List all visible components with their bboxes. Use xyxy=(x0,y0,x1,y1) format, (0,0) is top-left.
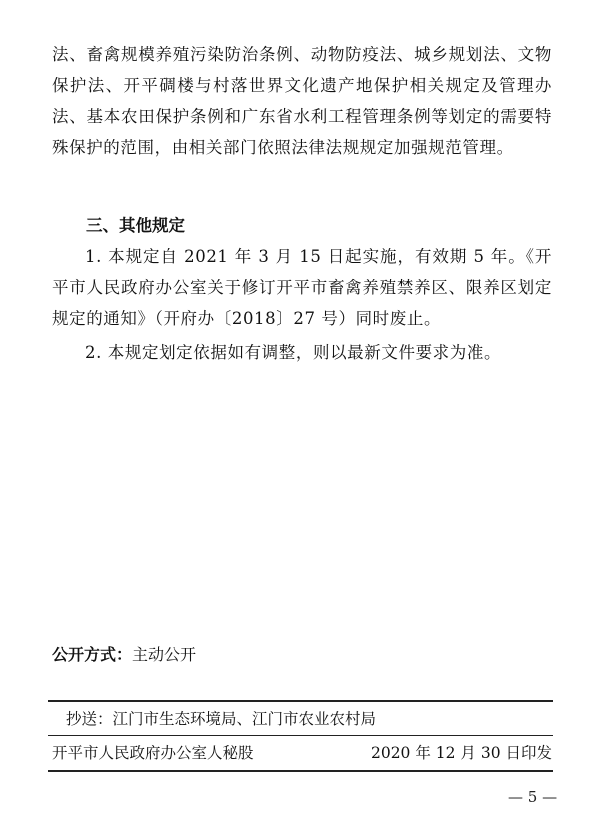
disclosure-method xyxy=(52,641,196,669)
provision-item-2: 2. 本规定划定依据如有调整，则以最新文件要求为准。 xyxy=(85,343,502,362)
disclosure-label: 公开方式： xyxy=(52,645,133,664)
issue-date: 2020 年 12 月 30 日印发 xyxy=(370,744,552,762)
body-paragraph-continuation: 法、畜禽规模养殖污染防治条例、动物防疫法、城乡规划法、文物保护法、开平碉楼与村落世界文化遗产地保护相关规定及管理办法、基本农田保护条例和广东省水利工程管理条例等划定的需要特殊保护的范围，由相关部门依照法律法规规定加强规范管理。 xyxy=(52,45,552,157)
provision-item-1: 1. 本规定自 2021 年 3 月 15 日起实施，有效期 5 年。《开平市人民政府办公室关于修订开平市畜禽养殖禁养区、限养区划定规定的通知》（开府办〔2018〕27 号）同时废止。 xyxy=(52,247,552,328)
cc-recipients: 抄送：江门市生态环境局、江门市农业农村局 xyxy=(66,710,377,728)
issuer-line xyxy=(52,741,552,765)
disclosure-value: 主动公开 xyxy=(132,645,197,664)
issuer-office: 开平市人民政府办公室人秘股 xyxy=(52,744,254,762)
footer-rule-middle xyxy=(48,735,553,736)
page-number: — 5 — xyxy=(508,788,558,806)
section-heading-other-provisions: 三、其他规定 xyxy=(86,216,185,235)
footer-rule-bottom xyxy=(48,770,553,772)
footer-rule-top xyxy=(48,700,553,702)
